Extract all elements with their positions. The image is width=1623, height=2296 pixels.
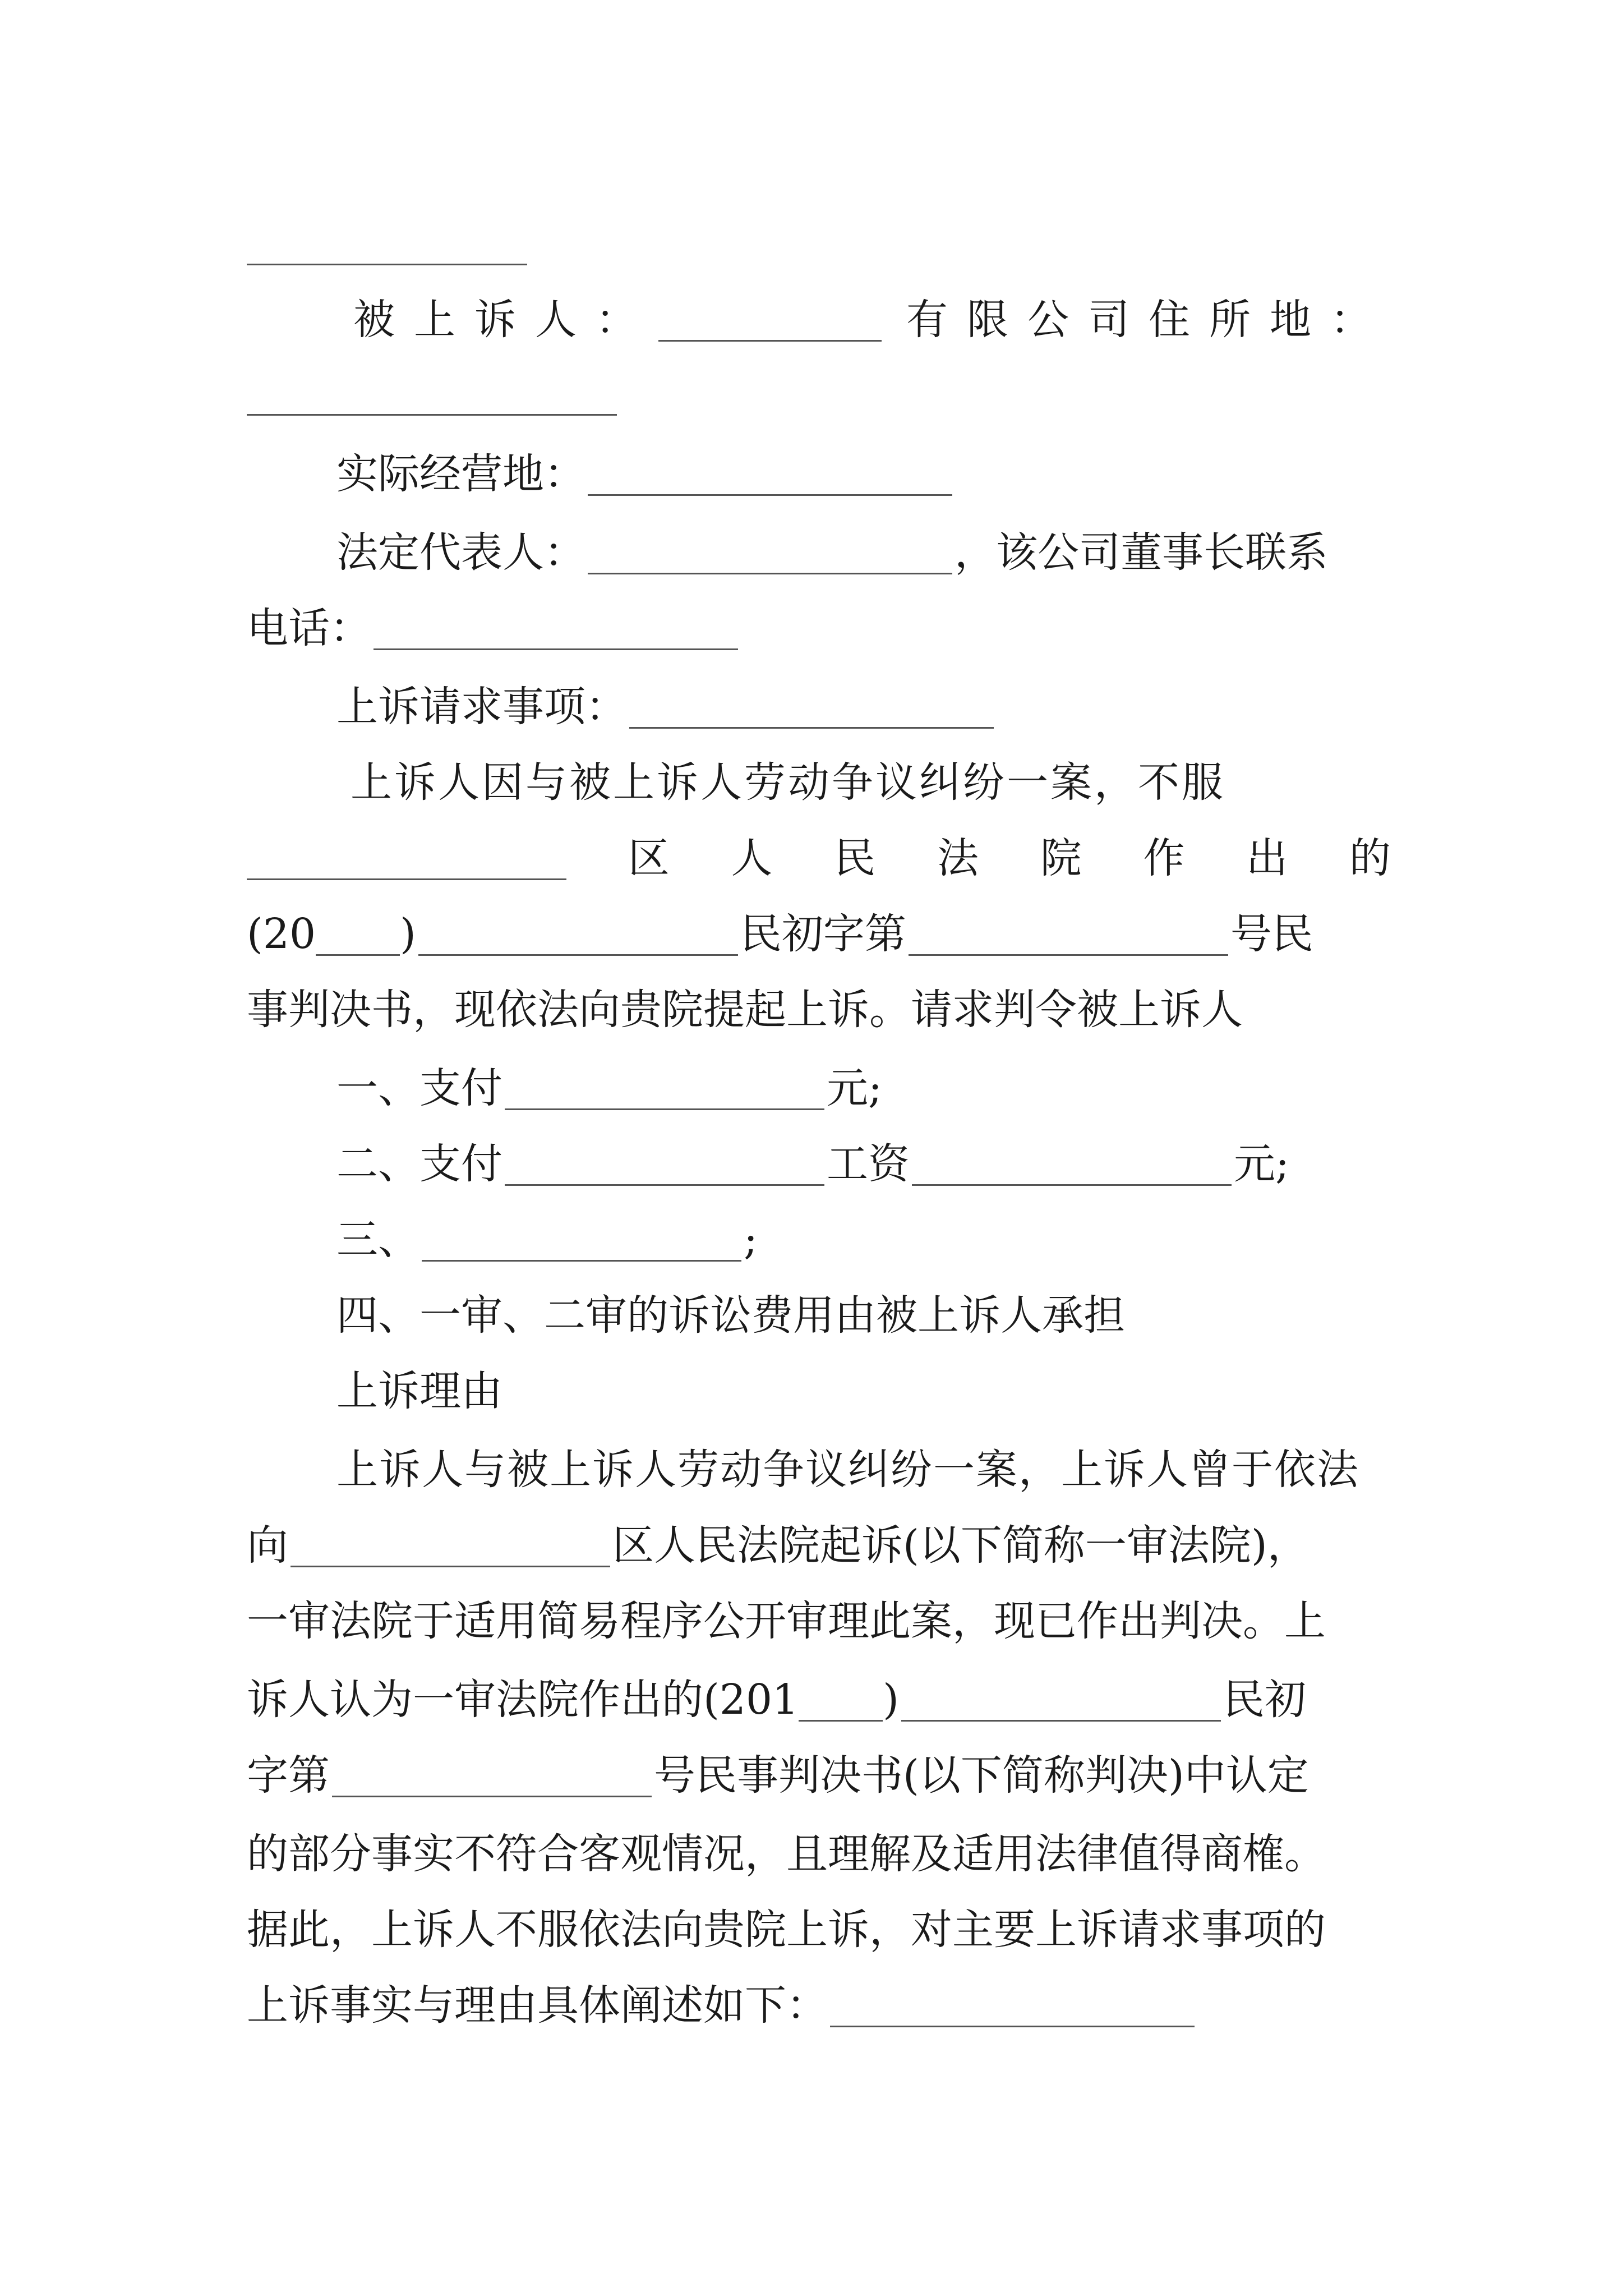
- legal-rep-blank: [588, 531, 952, 574]
- reason-line-6: [247, 1823, 1391, 1885]
- reason-line-3: [247, 1590, 1391, 1652]
- reason-text-4b: ): [883, 1676, 899, 1724]
- item2-wage-label: 工资: [827, 1140, 910, 1188]
- item2-label: 二、支付: [336, 1140, 502, 1188]
- phone-label: 电话：: [247, 604, 371, 652]
- p1-char: 民: [834, 834, 876, 882]
- reason-text-8: 上诉事实与理由具体阐述如下：: [247, 1981, 828, 2030]
- item1-unit: 元;: [827, 1064, 882, 1112]
- phone-blank: [374, 607, 738, 650]
- item2-amount-blank: [912, 1143, 1232, 1186]
- p1-char: 法: [937, 834, 979, 882]
- reason-text-6: 的部分事实不符合客观情况，且理解及适用法律值得商榷。: [247, 1830, 1326, 1878]
- reason-text-5b: 号民事判决书(以下简称判决)中认定: [654, 1751, 1309, 1800]
- reason-title: 上诉理由: [336, 1367, 502, 1415]
- business-place-blank: [588, 453, 952, 496]
- p1-text-d: 事判决书，现依法向贵院提起上诉。请求判令被上诉人: [247, 986, 1243, 1034]
- phone-line: [247, 597, 1391, 659]
- item1-line: [336, 1057, 1391, 1119]
- item1-label: 一、支付: [336, 1064, 502, 1112]
- case-year-blank: [316, 913, 400, 956]
- chairman-phone-text: ，该公司董事长联系: [955, 528, 1328, 577]
- legal-rep-label: 法定代表人：: [336, 528, 585, 577]
- p1-line-b: [247, 827, 1391, 889]
- p1-line-a: [351, 752, 1391, 813]
- item4-text: 四、一审、二审的诉讼费用由被上诉人承担: [336, 1291, 1125, 1340]
- p1-char: 出: [1246, 834, 1288, 882]
- p1-text-a: 上诉人因与被上诉人劳动争议纠纷一案，不服: [351, 758, 1225, 807]
- reason-line-4: [247, 1669, 1391, 1731]
- item4-line: [336, 1285, 1391, 1346]
- address-blank: [247, 414, 617, 416]
- case-court-blank: [418, 913, 738, 956]
- legal-rep-line: [336, 522, 1391, 583]
- item3-label: 三、: [336, 1216, 419, 1264]
- item3-blank: [422, 1218, 741, 1262]
- reason-text-2a: 向: [247, 1521, 288, 1570]
- p1-line-c: [247, 903, 1391, 965]
- p1-char: 院: [1040, 834, 1082, 882]
- first-court-blank: [291, 1524, 610, 1567]
- district-blank: [247, 837, 566, 880]
- request-items-blank: [629, 685, 994, 729]
- reason-text-4a: 诉人认为一审法院作出的(201: [247, 1676, 799, 1724]
- reason-line-8: [247, 1975, 1391, 2036]
- item2-line: [336, 1133, 1391, 1195]
- item3-end: ;: [744, 1216, 758, 1264]
- case-year-prefix: (20: [247, 910, 316, 958]
- item3-line: [336, 1209, 1391, 1271]
- judgment-court-blank: [901, 1678, 1221, 1722]
- appellee-name-blank: [658, 298, 882, 342]
- reason-text-7: 据此，上诉人不服依法向贵院上诉，对主要上诉请求事项的: [247, 1906, 1326, 1954]
- reason-line-7: [247, 1899, 1391, 1961]
- reason-line-2: [247, 1515, 1391, 1576]
- reason-text-5a: 字第: [247, 1751, 330, 1800]
- item1-amount-blank: [505, 1067, 824, 1110]
- business-place-label: 实际经营地：: [336, 450, 585, 498]
- reason-title-line: [336, 1360, 1391, 1422]
- item2-period-blank: [505, 1143, 824, 1186]
- case-year-close: ): [400, 910, 416, 958]
- appellee-line: [353, 289, 1391, 351]
- item2-unit: 元;: [1234, 1140, 1289, 1188]
- judgment-number-blank: [332, 1754, 652, 1797]
- appellee-label: 被上诉人：: [353, 296, 656, 344]
- reason-text-3: 一审法院于适用简易程序公开审理此案，现已作出判决。上: [247, 1597, 1326, 1645]
- p1-char: 区: [628, 834, 670, 882]
- reason-line-1: [336, 1439, 1391, 1501]
- case-number-suffix: 号民: [1230, 910, 1313, 958]
- judgment-year-blank: [799, 1678, 883, 1722]
- reason-line-5: [247, 1745, 1391, 1806]
- request-items-label: 上诉请求事项：: [336, 683, 627, 731]
- p1-line-d: [247, 979, 1391, 1041]
- blank-line-top: [247, 264, 527, 265]
- reason-text-4c: 民初: [1223, 1676, 1306, 1724]
- case-number-blank: [909, 913, 1228, 956]
- details-blank: [830, 1984, 1195, 2027]
- p1-char: 作: [1143, 834, 1185, 882]
- business-place-line: [336, 443, 1391, 505]
- reason-text-2b: 区人民法院起诉(以下简称一审法院)，: [612, 1521, 1309, 1570]
- p1-char: 的: [1349, 834, 1391, 882]
- reason-text-1: 上诉人与被上诉人劳动争议纠纷一案，上诉人曾于依法: [336, 1446, 1359, 1494]
- request-items-line: [336, 676, 1391, 738]
- p1-char: 人: [731, 834, 773, 882]
- case-type-label: 民初字第: [740, 910, 906, 958]
- company-address-label: 有限公司住所地：: [906, 296, 1391, 344]
